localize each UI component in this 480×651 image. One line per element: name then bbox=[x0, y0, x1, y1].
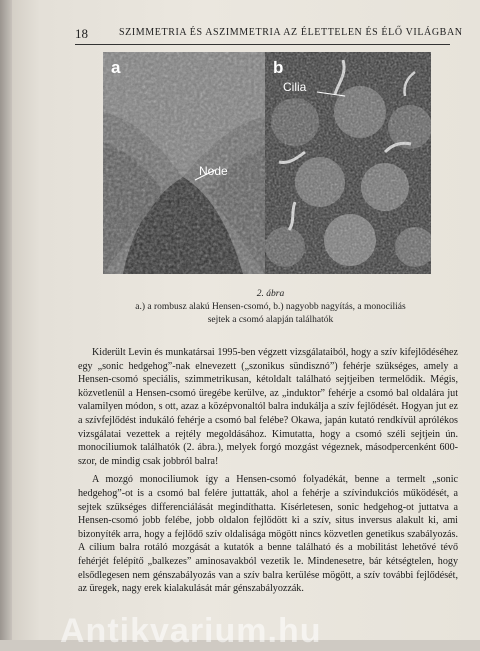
body-text bbox=[78, 346, 458, 596]
figure-panel-a bbox=[103, 52, 265, 274]
page-number: 18 bbox=[75, 26, 88, 41]
watermark: Antikvarium.hu bbox=[60, 612, 322, 650]
node-label: Node bbox=[199, 164, 228, 178]
figure-panel-b bbox=[265, 52, 431, 274]
caption-title: 2. ábra bbox=[256, 289, 285, 299]
panel-b-letter: b bbox=[273, 58, 284, 77]
cilia-label: Cilia bbox=[283, 80, 307, 94]
paragraph-2: A mozgó monociliumok így a Hensen-csomó folyadékát, benne a termelt „sonic hedgehog”-ot is a csomó bal felére juttatták, ahol a fehérje a szívindukciós működését, a sejtek szükséges differenciálását megindíthatta. Kísérletesen, sonic hedgehog-ot juttatva a Hensen-csomó jobb felébe, jobb oldalon fejlődött ki a szív, situs inversus alakult ki, ami bizonyíték arra, hogy a fejlődő szív oldalisága mögött nincs közvetlen genetikus szabályozás. A cilium balra rotáló mozgását a kutatók a benne található és a mobilitást lehetővé tévő fehérjét felépítő „balkezes” aminosavakból vezetik le. Mindenesetre, bár kétségtelen, hogy elsődlegesen nem génszabályozás van a szív balra kerülése mögött, a szív további fejlődését, az üregek, nagy erek kialakulását már génszabályozzák. bbox=[78, 474, 458, 595]
page-header bbox=[75, 24, 463, 45]
caption-line-2: sejtek a csomó alapján találhatók bbox=[207, 315, 334, 325]
figure-caption bbox=[78, 288, 463, 327]
panel-a-letter: a bbox=[111, 58, 121, 77]
micrograph-node-image bbox=[103, 52, 265, 274]
running-title: SZIMMETRIA ÉS ASZIMMETRIA AZ ÉLETTELEN ÉS ÉLŐ VILÁGBAN bbox=[119, 27, 463, 38]
caption-line-1: a.) a rombusz alakú Hensen-csomó, b.) nagyobb nagyítás, a monociliás bbox=[135, 302, 406, 312]
paragraph-1: Kiderült Levin és munkatársai 1995-ben végzett vizsgálataiból, hogy a szív kifejlődéséhez egy „sonic hedgehog”-nak elnevezett („szonikus sündisznó”) fehérje szükséges, amely a Hensen-csomó speciális, szimmetrikusan, kétoldalt található sejtjeiben termelődik. Mégis, közvetlenül a Hensen-csomó üregébe kerülve, az „induktor” fehérje a csomó bal oldalára jut valamilyen módon, s ott, azaz a középvonaltól balra indukálja a szív fejlődését. Hogyan jut ez a szívfejlődést indukáló fehérje a csomó bal felébe? Okawa, japán kutató rendkívül aprólékos vizsgálatai vezettek a rejtély megoldásához. Kimutatta, hogy a csomó széli sejtjein ún. monociliumok találhatók (2. ábra.), melyek forgó mozgást végeznek, másodpercenként 600-szor, de mindig csak jobbról balra! bbox=[78, 347, 458, 467]
